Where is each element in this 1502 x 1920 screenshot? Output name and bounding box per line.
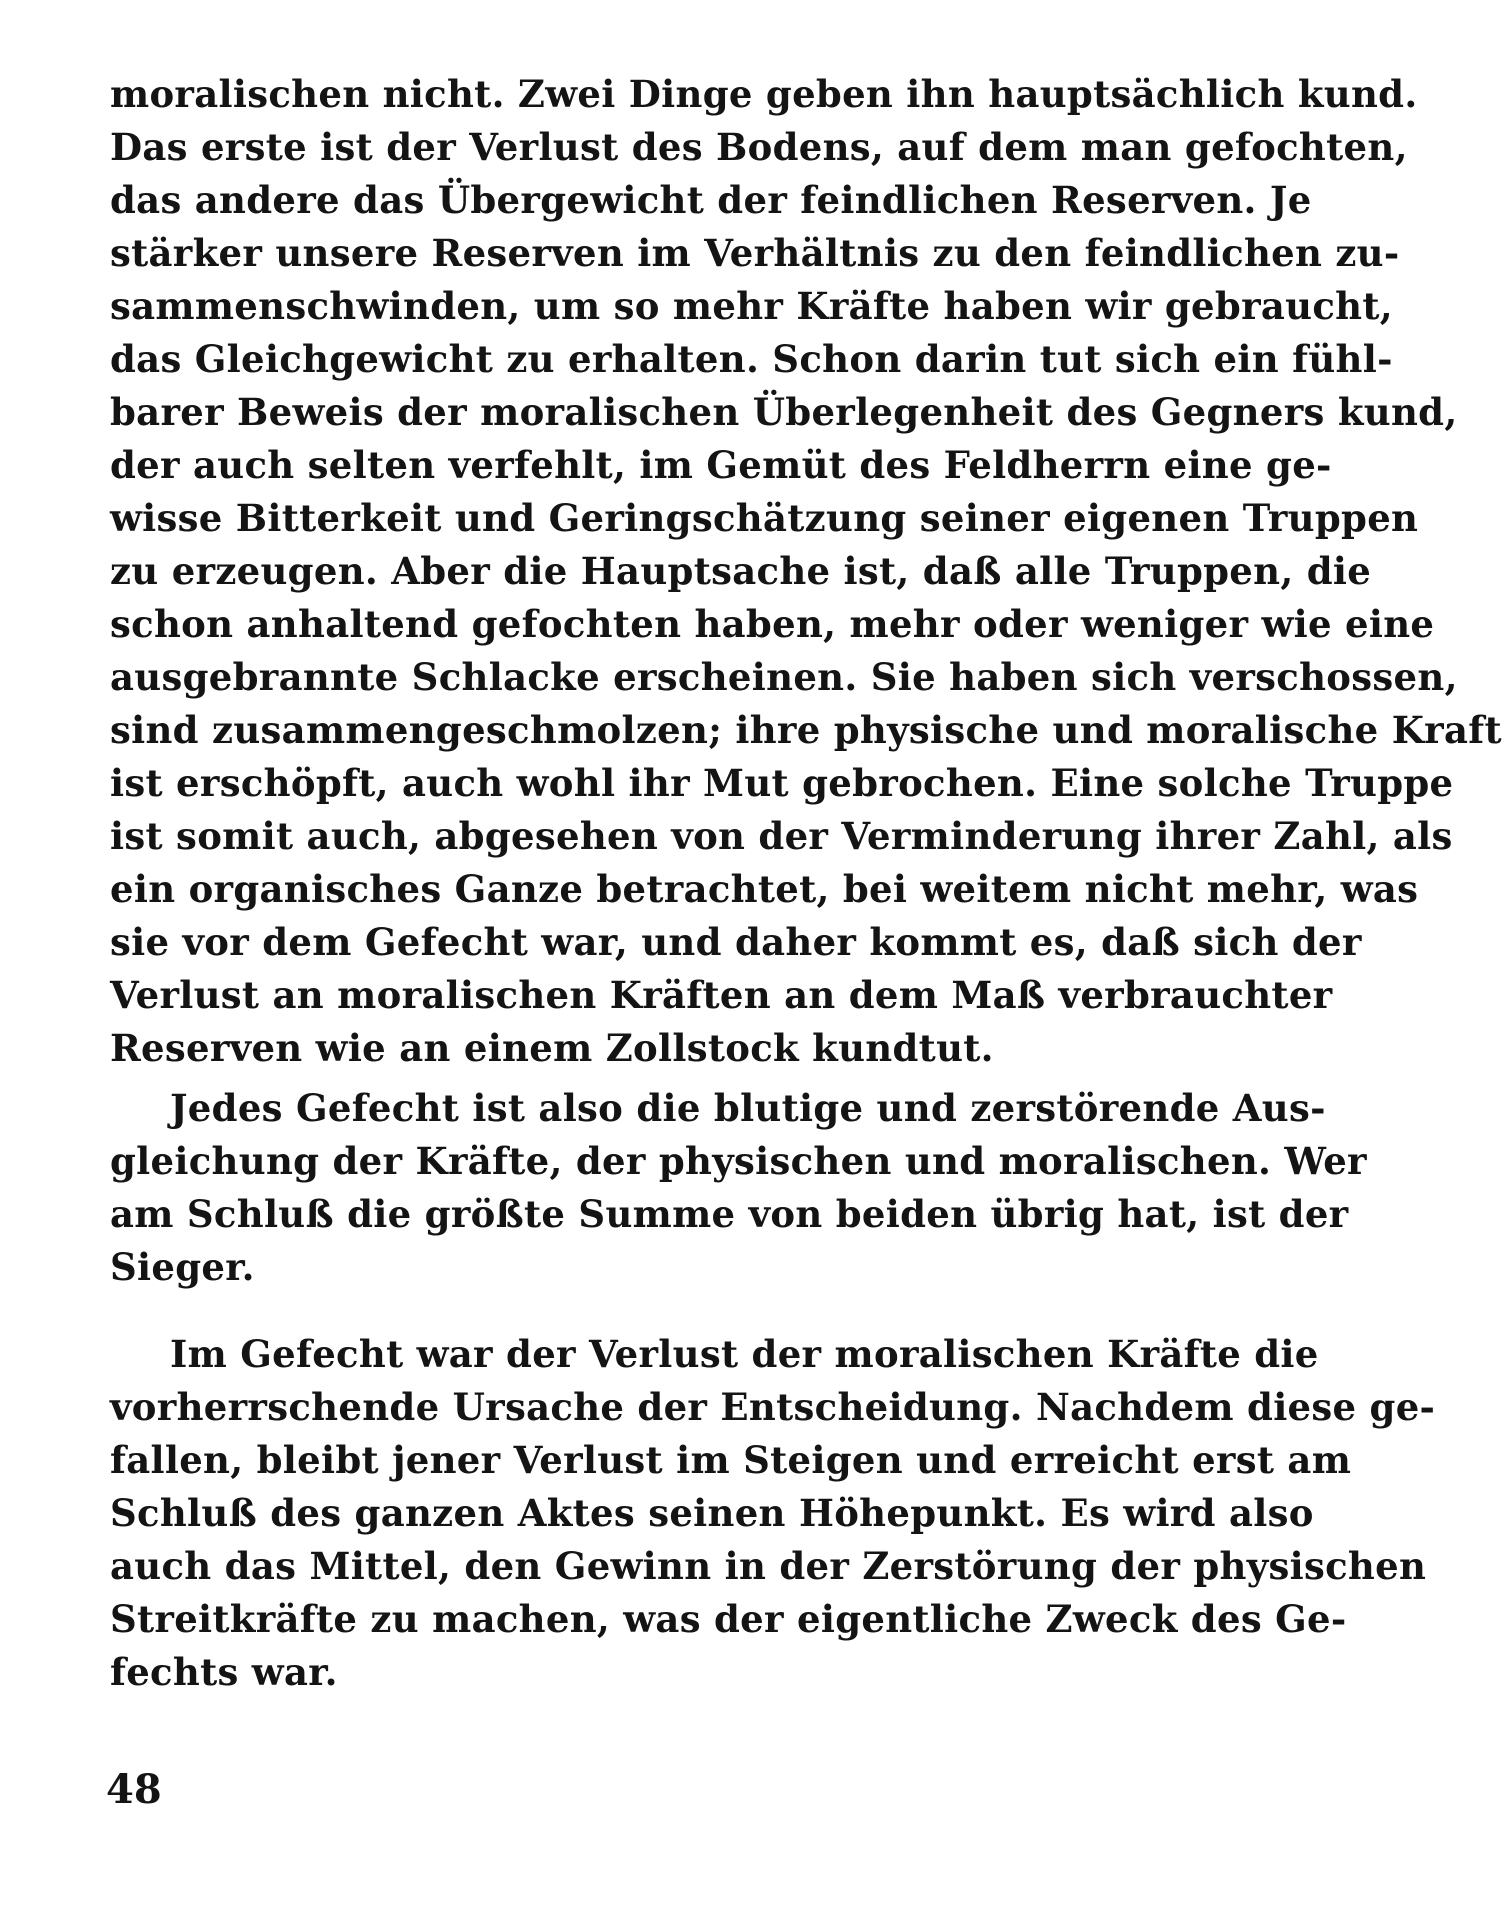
text-line: das andere das Übergewicht der feindlichen Reserven. Je (110, 178, 1312, 222)
text-line: stärker unsere Reserven im Verhältnis zu den feindlichen zu- (110, 231, 1400, 275)
text-line: Im Gefecht war der Verlust der moralischen Kräfte die (170, 1332, 1319, 1376)
text-line: zu erzeugen. Aber die Hauptsache ist, daß alle Truppen, die (110, 549, 1372, 593)
text-line: Schluß des ganzen Aktes seinen Höhepunkt. Es wird also (110, 1491, 1314, 1535)
text-line: wisse Bitterkeit und Geringschätzung seiner eigenen Truppen (110, 496, 1419, 540)
text-line: fallen, bleibt jener Verlust im Steigen und erreicht erst am (110, 1438, 1352, 1482)
text-line: sind zusammengeschmolzen; ihre physische und moralische Kraft (110, 708, 1502, 752)
text-line: sie vor dem Gefecht war, und daher kommt es, daß sich der (110, 920, 1362, 964)
text-line: Das erste ist der Verlust des Bodens, auf dem man gefochten, (110, 125, 1408, 169)
text-line: vorherrschende Ursache der Entscheidung. Nachdem diese ge- (110, 1385, 1436, 1429)
text-line: Reserven wie an einem Zollstock kundtut. (110, 1026, 994, 1070)
text-line: der auch selten verfehlt, im Gemüt des Feldherrn eine ge- (110, 443, 1332, 487)
text-line: Streitkräfte zu machen, was der eigentliche Zweck des Ge- (110, 1597, 1347, 1641)
paragraph-1 (110, 68, 1502, 1075)
text-line: ist erschöpft, auch wohl ihr Mut gebrochen. Eine solche Truppe (110, 761, 1454, 805)
text-line: moralischen nicht. Zwei Dinge geben ihn hauptsächlich kund. (110, 72, 1418, 116)
text-line: ist somit auch, abgesehen von der Verminderung ihrer Zahl, als (110, 814, 1453, 858)
text-line: das Gleichgewicht zu erhalten. Schon darin tut sich ein fühl- (110, 337, 1393, 381)
text-line: schon anhaltend gefochten haben, mehr oder weniger wie eine (110, 602, 1435, 646)
text-line: auch das Mittel, den Gewinn in der Zerstörung der physischen (110, 1544, 1427, 1588)
text-line: sammenschwinden, um so mehr Kräfte haben wir gebraucht, (110, 284, 1393, 328)
paragraph-3 (110, 1328, 1436, 1699)
text-line: fechts war. (110, 1650, 338, 1694)
text-line: ein organisches Ganze betrachtet, bei weitem nicht mehr, was (110, 867, 1419, 911)
page-number: 48 (106, 1766, 162, 1813)
text-line: ausgebrannte Schlacke erscheinen. Sie haben sich verschossen, (110, 655, 1458, 699)
text-line: gleichung der Kräfte, der physischen und moralischen. Wer (110, 1139, 1367, 1183)
text-line: Sieger. (110, 1245, 255, 1289)
text-line: am Schluß die größte Summe von beiden übrig hat, ist der (110, 1192, 1349, 1236)
text-line: barer Beweis der moralischen Überlegenheit des Gegners kund, (110, 390, 1458, 434)
text-line: Jedes Gefecht ist also die blutige und zerstörende Aus- (170, 1086, 1326, 1130)
text-line: Verlust an moralischen Kräften an dem Maß verbrauchter (110, 973, 1333, 1017)
paragraph-2 (110, 1082, 1367, 1294)
